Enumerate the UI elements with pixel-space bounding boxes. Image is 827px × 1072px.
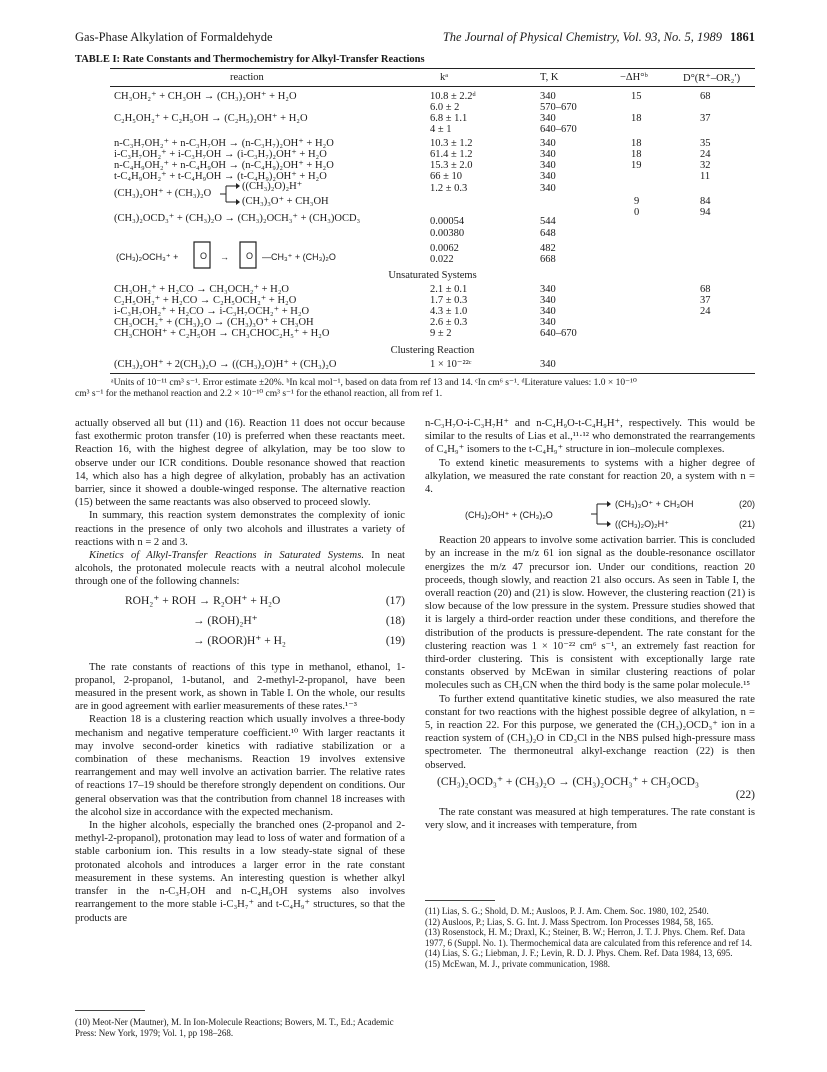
footnotes bbox=[425, 906, 755, 969]
t-cell: 640–670 bbox=[540, 124, 577, 135]
equation-number: (18) bbox=[385, 614, 405, 627]
paragraph-text: In neat alcohols, the protonated molecule reacts with a neutral alcohol molecule through one of the following channels: bbox=[75, 550, 405, 588]
t-cell: 544 bbox=[540, 216, 556, 227]
k-cell: 10.3 ± 1.2 bbox=[430, 138, 473, 149]
k-cell: 4 ± 1 bbox=[430, 124, 452, 135]
k-cell: 0.022 bbox=[430, 254, 454, 265]
page-number: 1861 bbox=[730, 30, 755, 44]
t-cell: 570–670 bbox=[540, 102, 577, 113]
ring-atom: O bbox=[200, 251, 208, 261]
equation-number: (17) bbox=[385, 594, 405, 607]
k-cell: 1 × 10⁻²²ᶜ bbox=[430, 359, 472, 370]
header-bond-energy: D°(R⁺–OR₂′) bbox=[683, 73, 741, 84]
reaction-scheme-20-21 bbox=[425, 496, 755, 534]
paragraph: actually observed all but (11) and (16). Reaction 11 does not occur because fast exothermic proton transfer (10) is preferred when these reactants meet. Reaction 16, with the highest degree of alkylation, may be too slow to observe under our ICR conditions. Double resonance showed that reaction 14, which also has a high degree of alkylation, probably has an activation barrier, since it showed a double-winged response. The alternative reaction (15) between the same reactants was also observed to proceed slowly. bbox=[75, 418, 405, 509]
d-cell: 11 bbox=[700, 171, 711, 182]
t-cell: 640–670 bbox=[540, 328, 577, 339]
reaction-cell: i-C₃H₇OH₂⁺ + H₂CO → i-C₃H₇OCH₂⁺ + H₂O bbox=[114, 306, 310, 317]
paragraph: The rate constants of reactions of this type in methanol, ethanol, 1-propanol, 2-propanol, 1-butanol, and 2-methyl-2-propanol, have been measured in the present work, as shown in Table I. On the whole, our results are in good agreement with earlier measurements of these rates.¹⁻³ bbox=[75, 661, 405, 713]
equation-body: (CH₃)₂OCD₃⁺ + (CH₃)₂O → (CH₃)₂OCH₃⁺ + CH₃OCD₃ bbox=[437, 775, 699, 788]
k-cell: 10.8 ± 2.2ᵈ bbox=[430, 91, 476, 102]
section-heading: Kinetics of Alkyl-Transfer Reactions in Saturated Systems. bbox=[89, 550, 364, 562]
paragraph: n-C₃H₇O-i-C₃H₇H⁺ and n-C₄H₉O-t-C₄H₉H⁺, respectively. This would be similar to the results of Lias et al.,¹¹·¹² who demonstrated the rearrangements of C₄H₉⁺ isomers to the t-C₄H₉⁺ structure in ion–molecule complexes. bbox=[425, 418, 755, 456]
equation bbox=[75, 615, 405, 635]
section-clustering: Clustering Reaction bbox=[390, 345, 475, 356]
table-footnotes bbox=[75, 378, 755, 400]
footnote-14: (14) Lias, S. G.; Liebman, J. F.; Levin, R. D. J. Phys. Chem. Ref. Data 1984, 13, 695. bbox=[425, 948, 733, 958]
footnote-15: (15) McEwan, M. J., private communication, 1988. bbox=[425, 958, 610, 969]
k-cell: 6.8 ± 1.1 bbox=[430, 113, 468, 124]
k-cell: 0.00054 bbox=[430, 216, 465, 227]
reaction-cell: C₂H₅OH₂⁺ + C₂H₅OH → (C₂H₅)₂OH⁺ + H₂O bbox=[114, 113, 308, 124]
k-cell: 2.1 ± 0.1 bbox=[430, 284, 468, 295]
equation-number: (21) bbox=[738, 519, 755, 530]
t-cell: 340 bbox=[540, 91, 556, 102]
d-cell: 68 bbox=[700, 284, 711, 295]
paragraph: Reaction 20 appears to involve some activation barrier. This is concluded by an increase in the m/z 61 ion signal as the double-resonance oscillator energizes the m/z 47 precursor ion. Under our conditions, reaction 20 proceeds, though slowly, and reaction 21 also occurs. As seen in Table I, the overall reaction (20) and (21) is slow. However, the clustering reaction (21) is slow because of the low pressure in the system. Pressure studies showed that it is largely a third-order reaction under these conditions, and therefore the distribution of the products is pressure-dependent. The rate constant for the clustering reaction was 1 × 10⁻²² cm⁶ s⁻¹, an extremely fast reaction for third-order clustering. This is consistent with exceptionally large rate constants observed by McEwan in similar clustering reactions of polar molecules such as CH₃CN when the third body is the same polar molecule.¹⁵ bbox=[425, 535, 755, 692]
d-cell: 68 bbox=[700, 91, 711, 102]
table-caption: TABLE I: Rate Constants and Thermochemistry for Alkyl-Transfer Reactions bbox=[75, 54, 425, 65]
t-cell: 648 bbox=[540, 228, 556, 239]
header-enthalpy: −ΔH°ᵇ bbox=[620, 72, 648, 83]
t-cell: 340 bbox=[540, 306, 556, 317]
cyclic-arrow: → bbox=[220, 252, 229, 262]
d-cell: 37 bbox=[700, 113, 711, 124]
table-bottom-rule bbox=[110, 373, 755, 374]
k-cell: 15.3 ± 2.0 bbox=[430, 160, 473, 171]
branch-arrow-icon bbox=[591, 500, 611, 528]
k-cell: 4.3 ± 1.0 bbox=[430, 306, 468, 317]
paragraph bbox=[75, 549, 405, 589]
t-cell: 340 bbox=[540, 171, 556, 182]
table-top-rule bbox=[110, 68, 755, 69]
right-column bbox=[425, 417, 755, 833]
scheme-upper-products: (CH₃)₃O⁺ + CH₃OH bbox=[615, 499, 694, 510]
t-cell: 340 bbox=[540, 113, 556, 124]
equation bbox=[75, 635, 405, 655]
left-column bbox=[75, 417, 405, 925]
scheme-reactants: (CH₃)₂OH⁺ + (CH₃)₂O bbox=[465, 510, 553, 521]
table-footnote: cm³ s⁻¹ for the methanol reaction and 2.2 × 10⁻¹⁰ cm³ s⁻¹ for the ethanol reaction, all from ref 1. bbox=[75, 389, 443, 399]
t-cell: 340 bbox=[540, 149, 556, 160]
equation-body: ROH₂⁺ + ROH → R₂OH⁺ + H₂O bbox=[125, 594, 281, 607]
running-title: Gas-Phase Alkylation of Formaldehyde bbox=[75, 30, 273, 44]
ring-icon bbox=[190, 238, 216, 272]
cyclic-right: —CH₃⁺ + (CH₃)₂O bbox=[262, 252, 336, 262]
dh-cell: 9 bbox=[634, 196, 640, 207]
k-cell: 2.6 ± 0.3 bbox=[430, 317, 468, 328]
k-cell: 1.2 ± 0.3 bbox=[430, 183, 468, 194]
reaction-cell: CH₃OCH₂⁺ + (CH₃)₂O → (CH₃)₃O⁺ + CH₃OH bbox=[114, 317, 314, 328]
paragraph: Reaction 18 is a clustering reaction which usually involves a three-body mechanism and negative temperature coefficient.¹⁰ With larger reactants it may involve second-order kinetics with radiative stabilization or a combination of these mechanisms. Reaction 19 involves extensive rearrangement and may well involve an activation barrier. The relative rates of reactions 17–19 should be therefore strongly dependent on conditions. Our general observation was that the contribution from channel 18 increases with the alcohol size in accordance with the expected mechanism. bbox=[75, 714, 405, 818]
reaction-cell: i-C₃H₇OH₂⁺ + i-C₃H₇OH → (i-C₃H₇)₂OH⁺ + H₂O bbox=[114, 149, 327, 160]
paragraph: The rate constant was measured at high temperatures. The rate constant is very slow, and it increases with temperature, from bbox=[425, 807, 755, 832]
reaction-cell: t-C₄H₉OH₂⁺ + t-C₄H₉OH → (t-C₄H₉)₂OH⁺ + H₂O bbox=[114, 171, 327, 182]
t-cell: 340 bbox=[540, 284, 556, 295]
equation-body: → (ROH)₂H⁺ bbox=[193, 614, 258, 627]
dh-cell: 19 bbox=[631, 160, 642, 171]
d-cell: 94 bbox=[700, 207, 711, 218]
paragraph: In the higher alcohols, especially the branched ones (2-propanol and 2-methyl-2-propanol), protonation may lead to loss of water and formation of a stable carbonium ion. This results in a low steady-state signal of these protonated alcohols and introduces a larger error in the rate constant measurement in these systems. An interesting question is whether alkyl transfer in the n-C₃H₇OH and n-C₄H₉OH systems also involves rearrangement to the more stable i-C₃H₇⁺ and t-C₄H₉⁺ structures, so that the products are bbox=[75, 820, 405, 924]
t-cell: 340 bbox=[540, 317, 556, 328]
reaction-cell: C₂H₅OH₂⁺ + H₂CO → C₂H₅OCH₂⁺ + H₂O bbox=[114, 295, 297, 306]
reaction-cell: CH₃OH₂⁺ + CH₃OH → (CH₃)₂OH⁺ + H₂O bbox=[114, 91, 297, 102]
footnote-rule bbox=[75, 1010, 145, 1011]
t-cell: 340 bbox=[540, 183, 556, 194]
reaction-cell: n-C₃H₇OH₂⁺ + n-C₃H₇OH → (n-C₃H₇)₂OH⁺ + H₂O bbox=[114, 138, 334, 149]
table-header-rule bbox=[110, 86, 755, 87]
t-cell: 340 bbox=[540, 160, 556, 171]
t-cell: 668 bbox=[540, 254, 556, 265]
dh-cell: 15 bbox=[631, 91, 642, 102]
header-reaction: reaction bbox=[230, 72, 264, 83]
t-cell: 340 bbox=[540, 295, 556, 306]
footnote-10: (10) Meot-Ner (Mautner), M. In Ion-Molecule Reactions; Bowers, M. T., Ed.; Academic Press: New York, 1979; Vol. 1, pp 198–268. bbox=[75, 1017, 394, 1038]
ring-icon bbox=[236, 238, 262, 272]
d-cell: 24 bbox=[700, 149, 711, 160]
paragraph: To further extend quantitative kinetic studies, we also measured the rate constant for two reactions with the highest possible degree of alkylation, n = 5, in reaction 22. For this purpose, we generated the (CH₃)₂OCD₃⁺ ion in a reaction system of (CH₃)₂O in CD₃Cl in the NBS pulsed high-pressure mass spectrometer. The thermoneutral alkyl-exchange reaction (22) is then observed. bbox=[425, 693, 755, 771]
header-temperature: T, K bbox=[540, 72, 559, 83]
equation bbox=[75, 595, 405, 615]
reaction-cell: n-C₄H₉OH₂⁺ + n-C₄H₉OH → (n-C₄H₉)₂OH⁺ + H₂O bbox=[114, 160, 334, 171]
t-cell: 340 bbox=[540, 138, 556, 149]
footnote-12: (12) Ausloos, P.; Lias, S. G. Int. J. Mass Spectrom. Ion Processes 1984, 58, 165. bbox=[425, 916, 714, 927]
dh-cell: 18 bbox=[631, 138, 642, 149]
reaction-cell: CH₃OH₂⁺ + H₂CO → CH₃OCH₂⁺ + H₂O bbox=[114, 284, 289, 295]
journal-citation bbox=[443, 30, 755, 45]
reaction-cell: (CH₃)₂OH⁺ + (CH₃)₂O bbox=[114, 188, 212, 199]
branch-lower: (CH₃)₃O⁺ + CH₃OH bbox=[242, 196, 329, 207]
k-cell: 0.00380 bbox=[430, 228, 465, 239]
header-k: kᵃ bbox=[440, 72, 449, 83]
footnote-11: (11) Lias, S. G.; Shold, D. M.; Ausloos, P. J. Am. Chem. Soc. 1980, 102, 2540. bbox=[425, 906, 709, 916]
footnote-13: (13) Rosenstock, H. M.; Draxl, K.; Steiner, B. W.; Herron, J. T. J. Phys. Chem. Ref. Data 1977, 6 (Suppl. No. 1). Thermochemical data are calculated from this reference and ref 14. bbox=[425, 927, 752, 948]
equation-body: → (ROOR)H⁺ + H₂ bbox=[193, 634, 286, 647]
t-cell: 340 bbox=[540, 359, 556, 370]
d-cell: 84 bbox=[700, 196, 711, 207]
reaction-cell: (CH₃)₂OCD₃⁺ + (CH₃)₂O → (CH₃)₂OCH₃⁺ + (CH₃)OCD₃ bbox=[114, 213, 361, 224]
k-cell: 61.4 ± 1.2 bbox=[430, 149, 473, 160]
journal-name: The Journal of Physical Chemistry, Vol. 93, No. 5, 1989 bbox=[442, 30, 722, 44]
dh-cell: 18 bbox=[631, 149, 642, 160]
paragraph: To extend kinetic measurements to systems with a higher degree of alkylation, we measured the rate constant for reaction 20, a system with n = 4. bbox=[425, 457, 755, 496]
scheme-lower-products: ((CH₃)₂O)₂H⁺ bbox=[615, 519, 669, 530]
section-unsaturated: Unsaturated Systems bbox=[388, 270, 477, 281]
k-cell: 66 ± 10 bbox=[430, 171, 463, 182]
footnote-rule bbox=[425, 900, 495, 901]
reaction-cell: CH₃CHOH⁺ + C₂H₅OH → CH₃CHOC₂H₅⁺ + H₂O bbox=[114, 328, 330, 339]
k-cell: 9 ± 2 bbox=[430, 328, 452, 339]
equation-number: (20) bbox=[738, 499, 755, 510]
equation-number: (22) bbox=[735, 789, 755, 802]
branch-arrow-icon bbox=[220, 182, 240, 206]
branch-upper: ((CH₃)₂O)₂H⁺ bbox=[242, 181, 303, 192]
dh-cell: 0 bbox=[634, 207, 640, 218]
k-cell: 1.7 ± 0.3 bbox=[430, 295, 468, 306]
k-cell: 0.0062 bbox=[430, 243, 459, 254]
ring-atom: O bbox=[246, 251, 254, 261]
t-cell: 482 bbox=[540, 243, 556, 254]
d-cell: 35 bbox=[700, 138, 711, 149]
table-footnote: ᵃUnits of 10⁻¹¹ cm³ s⁻¹. Error estimate ±20%. ᵇIn kcal mol⁻¹, based on data from ref 13 and 14. ᶜIn cm⁶ s⁻¹. ᵈLiterature values: 1.0 × 10⁻¹⁰ bbox=[111, 378, 637, 388]
d-cell: 37 bbox=[700, 295, 711, 306]
k-cell: 6.0 ± 2 bbox=[430, 102, 460, 113]
paragraph: In summary, this reaction system demonstrates the complexity of ionic reactions in the presence of only two alcohols and illustrates a variety of reactions with n = 2 and 3. bbox=[75, 510, 405, 548]
d-cell: 24 bbox=[700, 306, 711, 317]
d-cell: 32 bbox=[700, 160, 711, 171]
cyclic-left: (CH₃)₂OCH₃⁺ + bbox=[116, 252, 179, 262]
reaction-cell: (CH₃)₂OH⁺ + 2(CH₃)₂O → ((CH₃)₂O)H⁺ + (CH₃)₂O bbox=[114, 359, 337, 370]
dh-cell: 18 bbox=[631, 113, 642, 124]
equation-number: (19) bbox=[385, 634, 405, 647]
